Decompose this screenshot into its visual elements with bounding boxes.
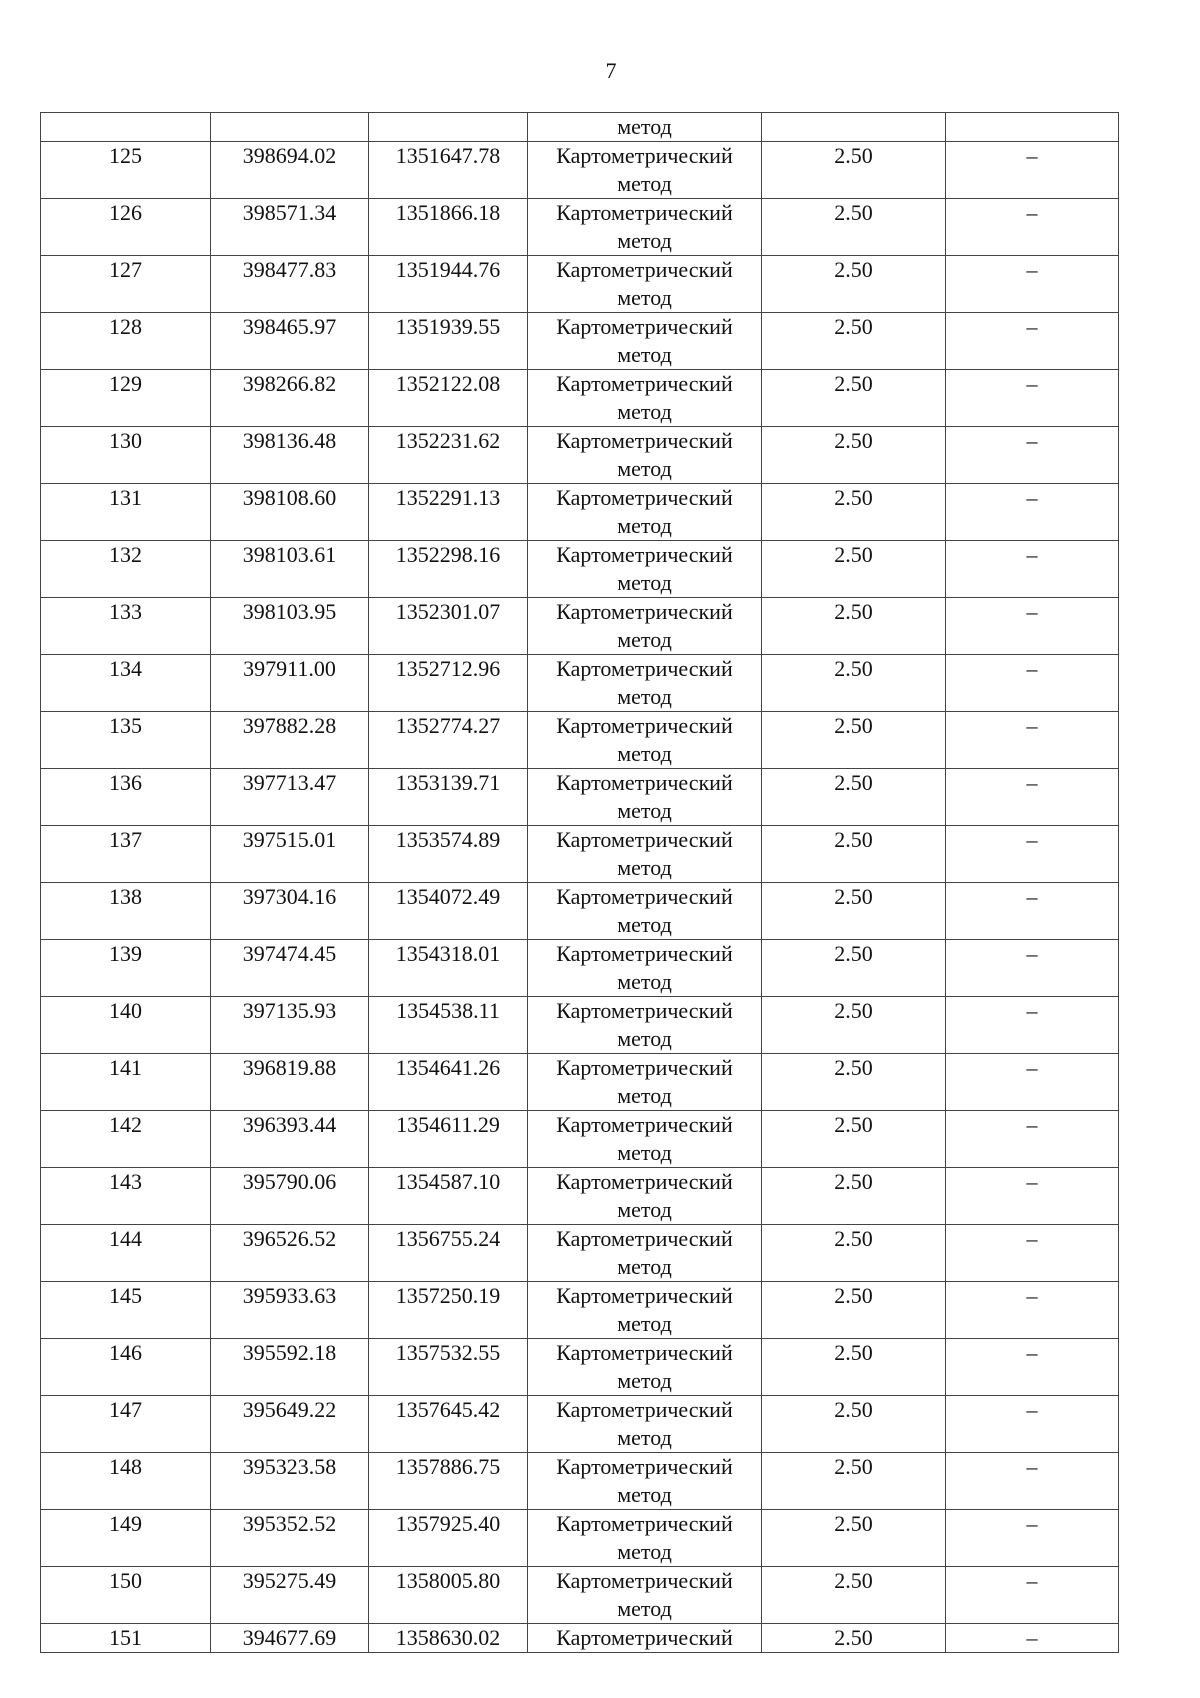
cell-point-number: 125 [41, 142, 211, 199]
cell-y: 1354611.29 [369, 1111, 528, 1168]
cell-y: 1351939.55 [369, 313, 528, 370]
method-line-2: метод [617, 228, 672, 253]
method-line-1: Картометрический [556, 1397, 733, 1422]
cell-y: 1352298.16 [369, 541, 528, 598]
method-line-1: Картометрический [556, 1055, 733, 1080]
table-row [41, 199, 1119, 256]
cell-x: 397474.45 [211, 940, 369, 997]
cell-accuracy: 2.50 [762, 541, 946, 598]
table-row [41, 655, 1119, 712]
cell-x: 396819.88 [211, 1054, 369, 1111]
cell-note [946, 113, 1119, 142]
cell-x: 398465.97 [211, 313, 369, 370]
method-line-2: метод [617, 1254, 672, 1279]
table-row [41, 769, 1119, 826]
cell-note: – [946, 1054, 1119, 1111]
cell-method [528, 826, 762, 883]
method-line-1: Картометрический [556, 998, 733, 1023]
cell-y: 1356755.24 [369, 1225, 528, 1282]
table-row [41, 1453, 1119, 1510]
cell-note: – [946, 1225, 1119, 1282]
method-line-1: Картометрический [556, 1226, 733, 1251]
method-line-1: Картометрический [556, 428, 733, 453]
cell-accuracy: 2.50 [762, 484, 946, 541]
method-line-1: Картометрический [556, 1283, 733, 1308]
method-line-2: метод [617, 1368, 672, 1393]
method-line-1: Картометрический [556, 371, 733, 396]
table-row [41, 541, 1119, 598]
method-line-1: Картометрический [556, 827, 733, 852]
cell-method [528, 712, 762, 769]
cell-y: 1352291.13 [369, 484, 528, 541]
method-line-2: метод [617, 1425, 672, 1450]
cell-accuracy: 2.50 [762, 826, 946, 883]
table-row [41, 997, 1119, 1054]
method-line-1: Картометрический [556, 200, 733, 225]
cell-y: 1352301.07 [369, 598, 528, 655]
method-line-1: Картометрический [556, 1112, 733, 1137]
cell-x: 395352.52 [211, 1510, 369, 1567]
cell-note: – [946, 1510, 1119, 1567]
cell-y: 1357886.75 [369, 1453, 528, 1510]
cell-y: 1354587.10 [369, 1168, 528, 1225]
method-line-2: метод [617, 1026, 672, 1051]
cell-note: – [946, 1339, 1119, 1396]
cell-x: 398103.95 [211, 598, 369, 655]
table-row [41, 256, 1119, 313]
cell-point-number: 130 [41, 427, 211, 484]
method-line-2: метод [617, 1197, 672, 1222]
cell-accuracy: 2.50 [762, 883, 946, 940]
method-line-2: метод [617, 1083, 672, 1108]
coordinates-table-body [41, 113, 1119, 1653]
cell-accuracy: 2.50 [762, 655, 946, 712]
cell-note: – [946, 370, 1119, 427]
cell-method [528, 1396, 762, 1453]
cell-y: 1351944.76 [369, 256, 528, 313]
cell-point-number: 150 [41, 1567, 211, 1624]
cell-point-number: 133 [41, 598, 211, 655]
cell-note: – [946, 427, 1119, 484]
method-line-1: Картометрический [556, 770, 733, 795]
cell-note: – [946, 1111, 1119, 1168]
cell-x: 398571.34 [211, 199, 369, 256]
cell-note: – [946, 598, 1119, 655]
table-row [41, 427, 1119, 484]
cell-note: – [946, 826, 1119, 883]
cell-y: 1352231.62 [369, 427, 528, 484]
cell-x: 398477.83 [211, 256, 369, 313]
method-line-1: Картометрический [556, 1340, 733, 1365]
cell-point-number: 148 [41, 1453, 211, 1510]
cell-x: 397515.01 [211, 826, 369, 883]
cell-method [528, 598, 762, 655]
cell-accuracy: 2.50 [762, 313, 946, 370]
cell-x: 397713.47 [211, 769, 369, 826]
cell-x: 394677.69 [211, 1624, 369, 1653]
method-line-2: метод [617, 1596, 672, 1621]
cell-x: 395933.63 [211, 1282, 369, 1339]
table-row [41, 1168, 1119, 1225]
cell-note: – [946, 541, 1119, 598]
cell-accuracy: 2.50 [762, 142, 946, 199]
cell-note: – [946, 1624, 1119, 1653]
cell-note: – [946, 1282, 1119, 1339]
cell-point-number: 144 [41, 1225, 211, 1282]
cell-method [528, 1168, 762, 1225]
cell-y: 1354641.26 [369, 1054, 528, 1111]
cell-point-number: 138 [41, 883, 211, 940]
table-row [41, 1396, 1119, 1453]
cell-y: 1357925.40 [369, 1510, 528, 1567]
cell-method [528, 427, 762, 484]
cell-note: – [946, 142, 1119, 199]
method-line-2: метод [617, 912, 672, 937]
cell-accuracy: 2.50 [762, 1111, 946, 1168]
table-row [41, 712, 1119, 769]
cell-note: – [946, 1396, 1119, 1453]
method-line-2: метод [617, 684, 672, 709]
cell-y: 1351647.78 [369, 142, 528, 199]
cell-point-number: 146 [41, 1339, 211, 1396]
cell-method [528, 1282, 762, 1339]
table-row [41, 484, 1119, 541]
table-row [41, 1282, 1119, 1339]
cell-note: – [946, 712, 1119, 769]
method-line-1: Картометрический [556, 656, 733, 681]
cell-x: 397911.00 [211, 655, 369, 712]
cell-point-number: 139 [41, 940, 211, 997]
cell-y: 1353139.71 [369, 769, 528, 826]
method-line-2: метод [617, 1311, 672, 1336]
cell-note: – [946, 883, 1119, 940]
table-row [41, 1510, 1119, 1567]
method-line-2: метод [617, 969, 672, 994]
cell-method: Картометрический [528, 1624, 762, 1653]
table-row [41, 1225, 1119, 1282]
cell-x [211, 113, 369, 142]
cell-note: – [946, 1168, 1119, 1225]
table-row [41, 1339, 1119, 1396]
cell-accuracy: 2.50 [762, 1567, 946, 1624]
cell-point-number: 147 [41, 1396, 211, 1453]
cell-point-number: 132 [41, 541, 211, 598]
table-row [41, 940, 1119, 997]
cell-method [528, 541, 762, 598]
cell-point-number: 141 [41, 1054, 211, 1111]
cell-point-number: 131 [41, 484, 211, 541]
cell-y [369, 113, 528, 142]
cell-point-number: 126 [41, 199, 211, 256]
cell-y: 1353574.89 [369, 826, 528, 883]
cell-x: 398103.61 [211, 541, 369, 598]
method-line-1: Картометрический [556, 599, 733, 624]
cell-note: – [946, 313, 1119, 370]
cell-accuracy: 2.50 [762, 997, 946, 1054]
cell-x: 395275.49 [211, 1567, 369, 1624]
cell-accuracy: 2.50 [762, 1225, 946, 1282]
method-line-2: метод [617, 171, 672, 196]
cell-note: – [946, 484, 1119, 541]
cell-point-number: 143 [41, 1168, 211, 1225]
cell-y: 1358005.80 [369, 1567, 528, 1624]
cell-note: – [946, 199, 1119, 256]
cell-y: 1351866.18 [369, 199, 528, 256]
cell-method [528, 1054, 762, 1111]
cell-x: 398136.48 [211, 427, 369, 484]
cell-accuracy: 2.50 [762, 370, 946, 427]
cell-point-number [41, 113, 211, 142]
cell-method [528, 370, 762, 427]
cell-x: 398108.60 [211, 484, 369, 541]
cell-x: 395592.18 [211, 1339, 369, 1396]
cell-method: метод [528, 113, 762, 142]
page-number: 7 [605, 58, 617, 83]
cell-accuracy: 2.50 [762, 769, 946, 826]
cell-x: 397304.16 [211, 883, 369, 940]
method-line-2: метод [617, 627, 672, 652]
cell-point-number: 149 [41, 1510, 211, 1567]
cell-note: – [946, 655, 1119, 712]
cell-point-number: 127 [41, 256, 211, 313]
method-line-1: Картометрический [556, 485, 733, 510]
method-line-2: метод [617, 855, 672, 880]
method-line-1: Картометрический [556, 941, 733, 966]
cell-accuracy: 2.50 [762, 1282, 946, 1339]
cell-method [528, 1339, 762, 1396]
method-line-1: Картометрический [556, 542, 733, 567]
cell-accuracy: 2.50 [762, 199, 946, 256]
method-line-2: метод [617, 570, 672, 595]
method-line-2: метод [617, 1140, 672, 1165]
method-line-2: метод [617, 456, 672, 481]
cell-accuracy: 2.50 [762, 1510, 946, 1567]
cell-method [528, 1111, 762, 1168]
cell-accuracy: 2.50 [762, 1054, 946, 1111]
method-line-1: Картометрический [556, 1511, 733, 1536]
cell-x: 395790.06 [211, 1168, 369, 1225]
method-line-2: метод [617, 342, 672, 367]
method-line-2: метод [617, 285, 672, 310]
cell-y: 1354072.49 [369, 883, 528, 940]
method-line-2: метод [617, 513, 672, 538]
cell-x: 398694.02 [211, 142, 369, 199]
cell-note: – [946, 1567, 1119, 1624]
cell-accuracy: 2.50 [762, 598, 946, 655]
cell-note: – [946, 256, 1119, 313]
method-line-1: Картометрический [556, 314, 733, 339]
table-row [41, 1054, 1119, 1111]
cell-accuracy: 2.50 [762, 1168, 946, 1225]
cell-note: – [946, 940, 1119, 997]
cell-method [528, 1510, 762, 1567]
table-row [41, 826, 1119, 883]
table-row [41, 313, 1119, 370]
cell-point-number: 140 [41, 997, 211, 1054]
cell-accuracy: 2.50 [762, 1396, 946, 1453]
cell-y: 1357250.19 [369, 1282, 528, 1339]
cell-method [528, 199, 762, 256]
cell-x: 398266.82 [211, 370, 369, 427]
cell-method [528, 1567, 762, 1624]
cell-point-number: 129 [41, 370, 211, 427]
method-line-2: метод [617, 1539, 672, 1564]
method-line-1: Картометрический [556, 884, 733, 909]
cell-method [528, 1453, 762, 1510]
cell-y: 1352774.27 [369, 712, 528, 769]
method-line-1: Картометрический [556, 1568, 733, 1593]
cell-accuracy: 2.50 [762, 1339, 946, 1396]
method-line-2: метод [617, 798, 672, 823]
table-row [41, 598, 1119, 655]
cell-x: 397135.93 [211, 997, 369, 1054]
method-line-2: метод [617, 741, 672, 766]
cell-method [528, 997, 762, 1054]
cell-method [528, 655, 762, 712]
table-row [41, 142, 1119, 199]
cell-y: 1357532.55 [369, 1339, 528, 1396]
cell-method [528, 142, 762, 199]
cell-method [528, 256, 762, 313]
method-line-1: Картометрический [556, 1169, 733, 1194]
table-row [41, 370, 1119, 427]
cell-note: – [946, 997, 1119, 1054]
cell-note: – [946, 769, 1119, 826]
cell-accuracy: 2.50 [762, 712, 946, 769]
cell-point-number: 145 [41, 1282, 211, 1339]
cell-x: 397882.28 [211, 712, 369, 769]
cell-y: 1354318.01 [369, 940, 528, 997]
cell-point-number: 151 [41, 1624, 211, 1653]
cell-x: 395323.58 [211, 1453, 369, 1510]
cell-point-number: 135 [41, 712, 211, 769]
cell-point-number: 137 [41, 826, 211, 883]
cell-method [528, 769, 762, 826]
cell-method [528, 313, 762, 370]
method-line-1: Картометрический [556, 257, 733, 282]
table-row [41, 883, 1119, 940]
method-line-2: метод [617, 1482, 672, 1507]
method-line-1: Картометрический [556, 143, 733, 168]
cell-y: 1357645.42 [369, 1396, 528, 1453]
cell-accuracy: 2.50 [762, 1453, 946, 1510]
cell-x: 396393.44 [211, 1111, 369, 1168]
cell-method [528, 484, 762, 541]
coordinates-table [40, 112, 1119, 1653]
cell-accuracy [762, 113, 946, 142]
cell-point-number: 128 [41, 313, 211, 370]
table-row-last [41, 1624, 1119, 1653]
method-line-2: метод [617, 399, 672, 424]
cell-accuracy: 2.50 [762, 1624, 946, 1653]
cell-x: 395649.22 [211, 1396, 369, 1453]
cell-method [528, 940, 762, 997]
continuation-row [41, 113, 1119, 142]
cell-method [528, 883, 762, 940]
cell-note: – [946, 1453, 1119, 1510]
cell-y: 1352122.08 [369, 370, 528, 427]
cell-x: 396526.52 [211, 1225, 369, 1282]
cell-point-number: 134 [41, 655, 211, 712]
cell-y: 1352712.96 [369, 655, 528, 712]
table-row [41, 1111, 1119, 1168]
cell-point-number: 142 [41, 1111, 211, 1168]
method-line-1: Картометрический [556, 1454, 733, 1479]
cell-y: 1354538.11 [369, 997, 528, 1054]
cell-method [528, 1225, 762, 1282]
cell-y: 1358630.02 [369, 1624, 528, 1653]
table-row [41, 1567, 1119, 1624]
cell-accuracy: 2.50 [762, 940, 946, 997]
method-line-1: Картометрический [556, 713, 733, 738]
cell-accuracy: 2.50 [762, 256, 946, 313]
cell-accuracy: 2.50 [762, 427, 946, 484]
cell-point-number: 136 [41, 769, 211, 826]
